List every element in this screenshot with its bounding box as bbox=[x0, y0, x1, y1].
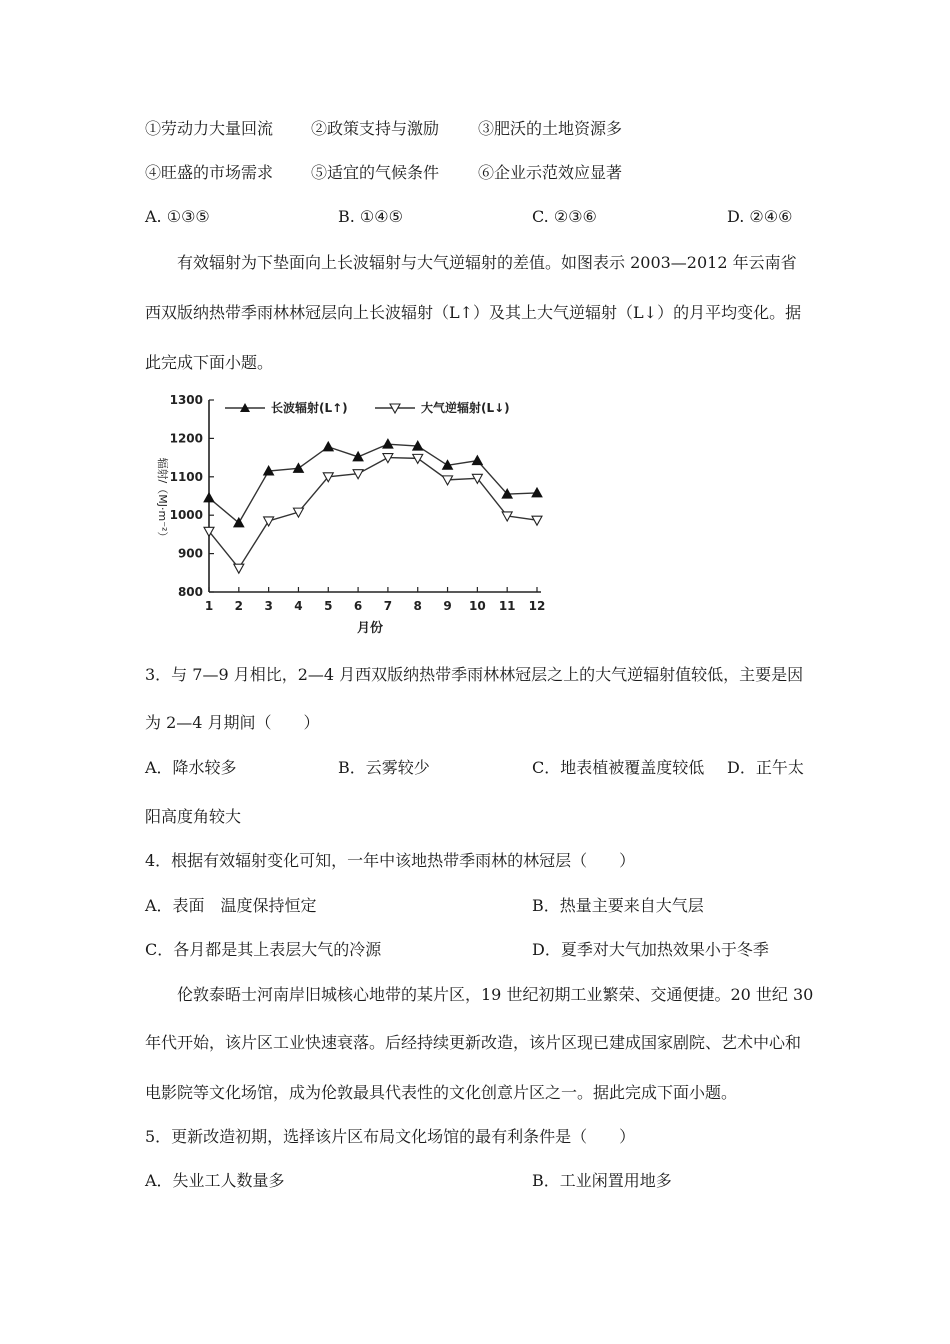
passage1-line3: 此完成下面小题。 bbox=[145, 353, 274, 372]
x-tick-label: 12 bbox=[528, 599, 546, 613]
x-tick-label: 6 bbox=[353, 599, 363, 613]
data-point-longwave bbox=[293, 463, 303, 472]
data-point-longwave bbox=[472, 456, 482, 465]
q3-stem-line1: 3．与 7—9 月相比，2—4 月西双版纳热带季雨林林冠层之上的大气逆辐射值较低，主要是因 bbox=[145, 665, 804, 684]
chart-ticks bbox=[170, 393, 546, 613]
x-tick-label: 8 bbox=[413, 599, 422, 613]
factor-3: ③肥沃的土地资源多 bbox=[478, 119, 623, 138]
prev-option-c: C. ②③⑥ bbox=[532, 207, 597, 226]
chart-series bbox=[204, 439, 542, 573]
y-axis-label: 辐射/（MJ·m⁻²） bbox=[156, 457, 169, 543]
x-tick-label: 7 bbox=[383, 599, 393, 613]
y-tick-label: 1100 bbox=[169, 469, 203, 484]
legend-label-1: 长波辐射(L↑) bbox=[271, 401, 348, 415]
q3-option-a: A．降水较多 bbox=[145, 758, 237, 777]
y-tick-label: 900 bbox=[177, 546, 203, 561]
x-tick-label: 10 bbox=[469, 599, 486, 613]
legend-label-2: 大气逆辐射(L↓) bbox=[421, 401, 510, 415]
x-tick-label: 5 bbox=[324, 599, 333, 613]
data-point-longwave bbox=[204, 493, 214, 502]
series-line-1 bbox=[209, 444, 537, 523]
factor-4: ④旺盛的市场需求 bbox=[145, 163, 274, 182]
data-point-counter bbox=[532, 516, 542, 525]
q4-stem: 4．根据有效辐射变化可知，一年中该地热带季雨林的林冠层（ ） bbox=[145, 851, 636, 870]
x-tick-label: 1 bbox=[204, 599, 214, 613]
x-tick-label: 3 bbox=[264, 599, 273, 613]
q3-option-d-continued: 阳高度角较大 bbox=[145, 807, 242, 826]
q3-option-c: C．地表植被覆盖度较低 bbox=[532, 758, 705, 777]
x-tick-label: 9 bbox=[443, 599, 452, 613]
x-tick-label: 2 bbox=[234, 599, 243, 613]
y-tick-label: 1200 bbox=[169, 431, 203, 446]
passage2-line2: 年代开始，该片区工业快速衰落。后经持续更新改造，该片区现已建成国家剧院、艺术中心和 bbox=[145, 1033, 802, 1052]
q5-stem: 5．更新改造初期，选择该片区布局文化场馆的最有利条件是（ ） bbox=[145, 1127, 636, 1146]
factor-1: ①劳动力大量回流 bbox=[145, 119, 274, 138]
q4-option-a: A．表面 温度保持恒定 bbox=[145, 896, 317, 915]
series-line-2 bbox=[209, 458, 537, 569]
passage1-line2: 西双版纳热带季雨林林冠层向上长波辐射（L↑）及其上大气逆辐射（L↓）的月平均变化。据 bbox=[145, 303, 802, 322]
data-point-counter bbox=[264, 517, 274, 526]
q5-option-a: A．失业工人数量多 bbox=[145, 1171, 285, 1190]
factor-2: ②政策支持与激励 bbox=[311, 119, 440, 138]
q4-option-c: C．各月都是其上表层大气的冷源 bbox=[145, 940, 382, 959]
q3-stem-line2: 为 2—4 月期间（ ） bbox=[145, 713, 320, 732]
q5-option-b: B．工业闲置用地多 bbox=[532, 1171, 672, 1190]
x-tick-label: 11 bbox=[498, 599, 516, 613]
factor-5: ⑤适宜的气候条件 bbox=[311, 163, 440, 182]
y-tick-label: 800 bbox=[177, 585, 203, 599]
x-axis-label: 月份 bbox=[356, 621, 384, 636]
factor-6: ⑥企业示范效应显著 bbox=[478, 163, 623, 182]
x-tick-label: 4 bbox=[294, 599, 303, 613]
prev-option-b: B. ①④⑤ bbox=[338, 207, 403, 226]
q4-option-d: D．夏季对大气加热效果小于冬季 bbox=[532, 940, 769, 959]
passage2-line1: 伦敦泰晤士河南岸旧城核心地带的某片区，19 世纪初期工业繁荣、交通便捷。20 世纪 30 bbox=[177, 985, 814, 1004]
y-tick-label: 1000 bbox=[169, 508, 203, 523]
prev-option-d: D. ②④⑥ bbox=[727, 207, 793, 226]
prev-option-a: A. ①③⑤ bbox=[145, 207, 210, 226]
chart-legend bbox=[225, 400, 510, 415]
q4-option-b: B．热量主要来自大气层 bbox=[532, 896, 704, 915]
passage1-line1: 有效辐射为下垫面向上长波辐射与大气逆辐射的差值。如图表示 2003—2012 年云南省 bbox=[177, 253, 797, 272]
passage2-line3: 电影院等文化场馆，成为伦敦最具代表性的文化创意片区之一。据此完成下面小题。 bbox=[145, 1083, 738, 1102]
data-point-counter bbox=[234, 564, 244, 573]
q3-option-d: D．正午太 bbox=[727, 758, 804, 777]
data-point-longwave bbox=[323, 442, 333, 451]
q3-option-b: B．云雾较少 bbox=[338, 758, 430, 777]
radiation-chart bbox=[145, 388, 555, 638]
data-point-longwave bbox=[383, 439, 393, 448]
y-tick-label: 1300 bbox=[169, 393, 203, 407]
